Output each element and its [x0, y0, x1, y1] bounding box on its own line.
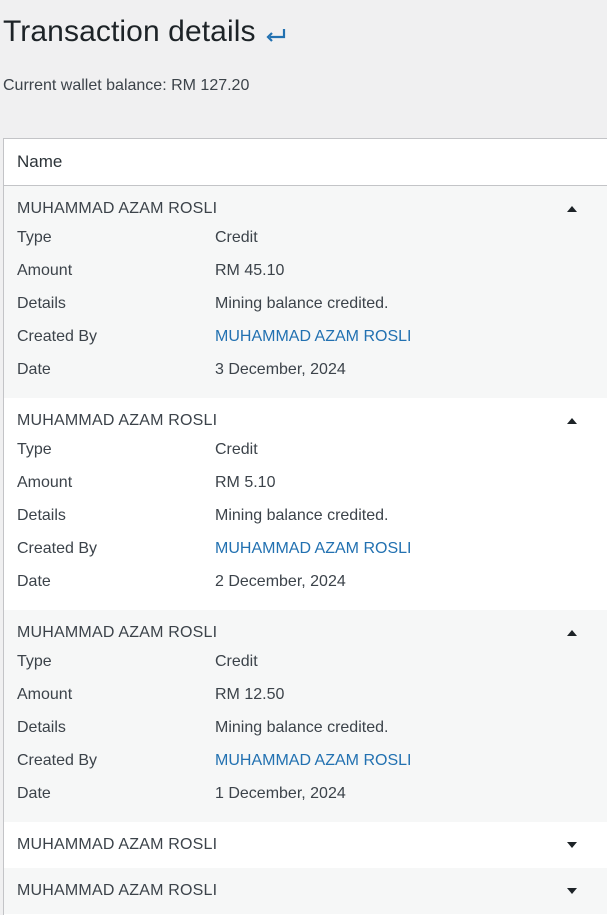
detail-value: Credit: [215, 229, 258, 246]
detail-type: [17, 226, 577, 250]
detail-label: Details: [17, 295, 66, 312]
detail-label: Created By: [17, 540, 98, 557]
detail-value: 1 December, 2024: [215, 785, 346, 802]
collapse-row-button[interactable]: [565, 626, 579, 640]
detail-label: Amount: [17, 262, 73, 279]
detail-label: Amount: [17, 474, 73, 491]
detail-details: [17, 716, 577, 740]
created-by-link[interactable]: MUHAMMAD AZAM ROSLI: [215, 540, 412, 557]
table-row: [4, 186, 607, 398]
caret-up-icon: [566, 205, 578, 213]
detail-type: [17, 650, 577, 674]
caret-down-icon: [566, 887, 578, 895]
detail-amount: [17, 259, 577, 283]
detail-created-by: [17, 749, 577, 773]
page-header: [3, 12, 287, 52]
detail-amount: [17, 471, 577, 495]
table-row: [4, 822, 607, 868]
caret-up-icon: [566, 629, 578, 637]
detail-value: Credit: [215, 653, 258, 670]
detail-value: Credit: [215, 441, 258, 458]
detail-value: 3 December, 2024: [215, 361, 346, 378]
detail-label: Details: [17, 719, 66, 736]
column-header-name[interactable]: Name: [17, 152, 63, 171]
table-row: [4, 868, 607, 914]
detail-created-by: [17, 537, 577, 561]
collapse-row-button[interactable]: [565, 414, 579, 428]
detail-label: Date: [17, 785, 51, 802]
detail-label: Type: [17, 653, 52, 670]
collapse-row-button[interactable]: [565, 202, 579, 216]
detail-label: Type: [17, 441, 52, 458]
table-row: [4, 610, 607, 822]
detail-amount: [17, 683, 577, 707]
transactions-table: [3, 138, 607, 915]
expand-row-button[interactable]: [565, 884, 579, 898]
detail-date: [17, 358, 577, 382]
detail-label: Date: [17, 361, 51, 378]
row-name: MUHAMMAD AZAM ROSLI: [17, 412, 218, 429]
detail-date: [17, 782, 577, 806]
detail-label: Date: [17, 573, 51, 590]
detail-label: Type: [17, 229, 52, 246]
detail-created-by: [17, 325, 577, 349]
detail-value: RM 45.10: [215, 262, 285, 279]
detail-type: [17, 438, 577, 462]
table-header: [4, 139, 607, 186]
detail-value: Mining balance credited.: [215, 507, 389, 524]
row-name: MUHAMMAD AZAM ROSLI: [17, 882, 218, 899]
created-by-link[interactable]: MUHAMMAD AZAM ROSLI: [215, 328, 412, 345]
return-arrow-icon: [265, 27, 287, 43]
detail-value: RM 5.10: [215, 474, 276, 491]
table-row: [4, 398, 607, 610]
row-name: MUHAMMAD AZAM ROSLI: [17, 624, 218, 641]
detail-label: Details: [17, 507, 66, 524]
detail-value: Mining balance credited.: [215, 295, 389, 312]
detail-label: Created By: [17, 328, 98, 345]
created-by-link[interactable]: MUHAMMAD AZAM ROSLI: [215, 752, 412, 769]
expand-row-button[interactable]: [565, 838, 579, 852]
detail-details: [17, 292, 577, 316]
row-name: MUHAMMAD AZAM ROSLI: [17, 836, 218, 853]
detail-label: Amount: [17, 686, 73, 703]
detail-details: [17, 504, 577, 528]
caret-down-icon: [566, 841, 578, 849]
caret-up-icon: [566, 417, 578, 425]
detail-value: 2 December, 2024: [215, 573, 346, 590]
wallet-balance: Current wallet balance: RM 127.20: [3, 77, 250, 94]
detail-value: Mining balance credited.: [215, 719, 389, 736]
page-title: Transaction details: [3, 15, 256, 48]
detail-value: RM 12.50: [215, 686, 285, 703]
row-name: MUHAMMAD AZAM ROSLI: [17, 200, 218, 217]
detail-date: [17, 570, 577, 594]
detail-label: Created By: [17, 752, 98, 769]
back-link[interactable]: [265, 27, 287, 43]
